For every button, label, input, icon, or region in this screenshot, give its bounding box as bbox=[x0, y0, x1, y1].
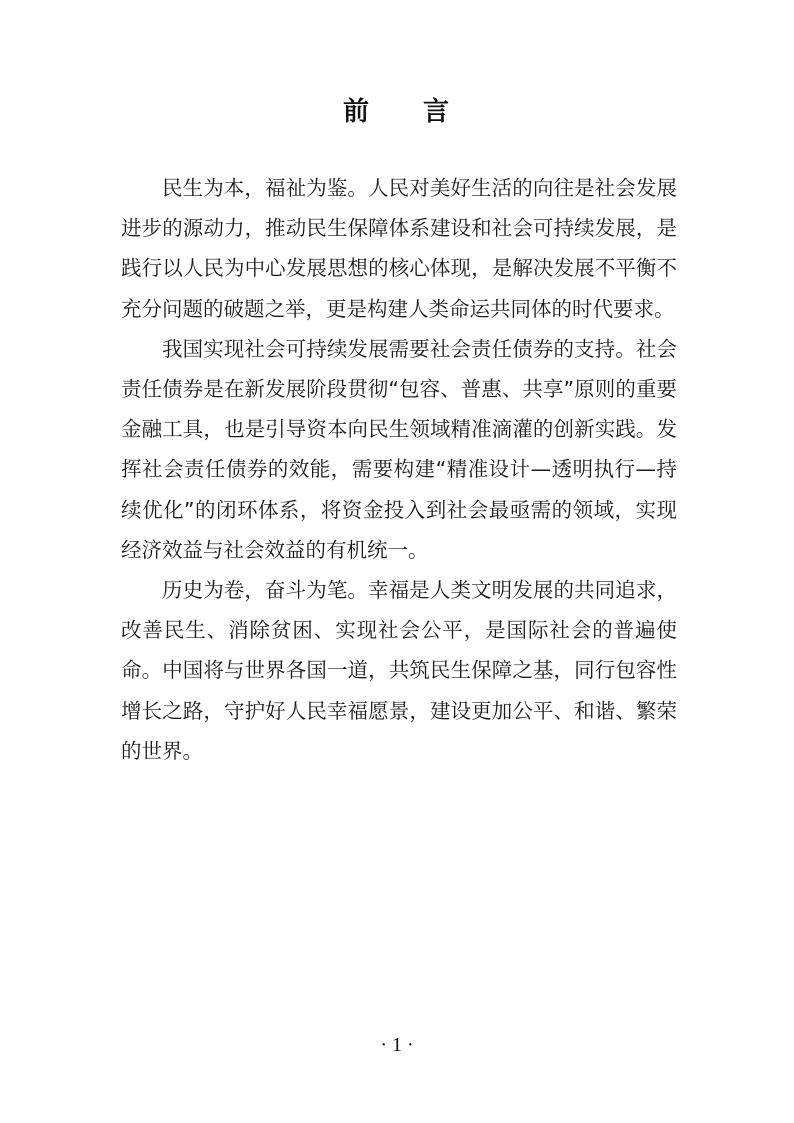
title-char-1: 前 bbox=[342, 97, 371, 127]
page-title bbox=[0, 92, 794, 132]
title-char-2: 言 bbox=[423, 97, 452, 127]
paragraph-3: 历史为卷，奋斗为笔。幸福是人类文明发展的共同追求，改善民生、消除贫困、实现社会公平，是国际社会的普遍使命。中国将与世界各国一道，共筑民生保障之基，同行包容性增长之路，守护好人民幸福愿景，建设更加公平、和谐、繁荣的世界。 bbox=[121, 578, 677, 763]
paragraph-2: 我国实现社会可持续发展需要社会责任债券的支持。社会责任债券是在新发展阶段贯彻“包容、普惠、共享”原则的重要金融工具，也是引导资本向民生领域精准滴灌的创新实践。发挥社会责任债券的效能，需要构建“精准设计—透明执行—持续优化”的闭环体系，将资金投入到社会最亟需的领域，实现经济效益与社会效益的有机统一。 bbox=[121, 336, 677, 562]
page-number: · 1 · bbox=[380, 1034, 414, 1056]
preface-body bbox=[121, 168, 677, 771]
paragraph-1: 民生为本，福祉为鉴。人民对美好生活的向往是社会发展进步的源动力，推动民生保障体系建设和社会可持续发展，是践行以人民为中心发展思想的核心体现，是解决发展不平衡不充分问题的破题之举，更是构建人类命运共同体的时代要求。 bbox=[121, 176, 677, 321]
